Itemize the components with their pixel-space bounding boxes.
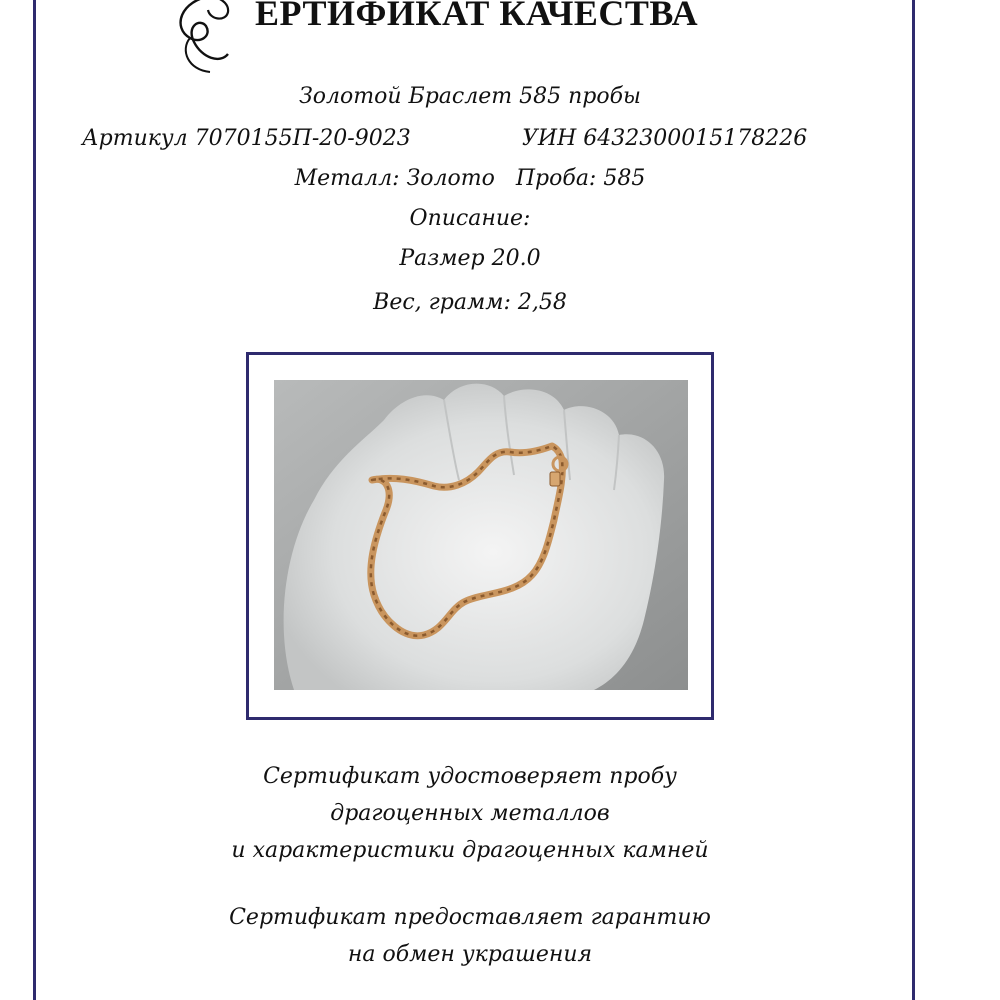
guarantee-line-2: на обмен украшения: [347, 942, 593, 967]
statement-line-2: драгоценных металлов: [330, 801, 610, 826]
certificate-title: ЕРТИФИКАТ КАЧЕСТВА: [255, 0, 699, 33]
size-value: Размер 20.0: [399, 246, 541, 271]
article-number: Артикул 7070155П-20-9023: [82, 126, 411, 151]
weight-value: Вес, грамм: 2,58: [373, 290, 567, 315]
cursive-c-monogram-icon: [150, 0, 250, 80]
statement-line-3: и характеристики драгоценных камней: [231, 838, 709, 863]
description-label: Описание:: [409, 206, 531, 231]
photo-frame: [246, 352, 714, 720]
gold-bracelet-on-glove-photo: [274, 380, 688, 690]
metal-and-probe: Металл: Золото Проба: 585: [294, 166, 646, 191]
guarantee-line-1: Сертификат предоставляет гарантию: [229, 905, 711, 930]
uin-number: УИН 6432300015178226: [522, 126, 808, 151]
product-name: Золотой Браслет 585 пробы: [299, 84, 641, 109]
statement-line-1: Сертификат удостоверяет пробу: [263, 764, 677, 789]
